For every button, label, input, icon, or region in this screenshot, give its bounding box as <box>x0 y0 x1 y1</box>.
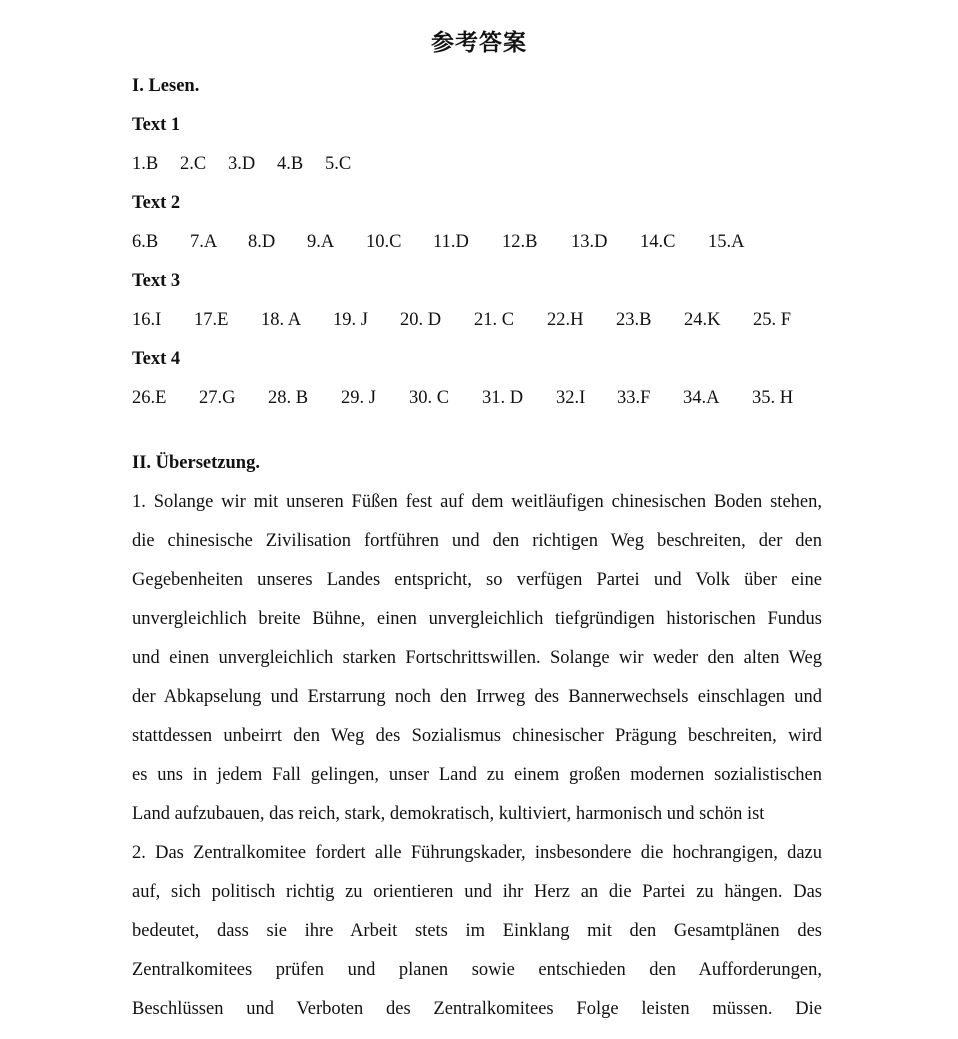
answer-item: 8.D <box>248 232 276 252</box>
answer-item: 22.H <box>547 310 584 330</box>
section-heading-lesen: I. Lesen. <box>132 76 200 96</box>
answer-item: 26.E <box>132 388 167 408</box>
paragraph-line: Beschlüssen und Verboten des Zentralkomitees Folge leisten müssen. Die <box>132 999 822 1019</box>
text-label: Text 1 <box>132 115 181 135</box>
paragraph-line: der Abkapselung und Erstarrung noch den Irrweg des Bannerwechsels einschlagen und <box>132 687 822 707</box>
answer-item: 30. C <box>409 388 450 408</box>
answer-item: 16.I <box>132 310 162 330</box>
paragraph-line: Zentralkomitees prüfen und planen sowie entschieden den Aufforderungen, <box>132 960 822 980</box>
answer-item: 21. C <box>474 310 515 330</box>
paragraph-line: Land aufzubauen, das reich, stark, demokratisch, kultiviert, harmonisch und schön ist <box>132 804 765 824</box>
paragraph-line: 1. Solange wir mit unseren Füßen fest auf dem weitläufigen chinesischen Boden stehen, <box>132 492 822 512</box>
translation-paragraph-2 <box>132 841 822 1036</box>
answer-item: 23.B <box>616 310 652 330</box>
paragraph-line: und einen unvergleichlich starken Fortschrittswillen. Solange wir weder den alten Weg <box>132 648 822 668</box>
paragraph-line: es uns in jedem Fall gelingen, unser Land zu einem großen modernen sozialistischen <box>132 765 822 785</box>
answer-item: 7.A <box>190 232 218 252</box>
answer-item: 2.C <box>180 154 207 174</box>
paragraph-line: 2. Das Zentralkomitee fordert alle Führungskader, insbesondere die hochrangigen, dazu <box>132 843 822 863</box>
answer-item: 20. D <box>400 310 442 330</box>
answer-item: 14.C <box>640 232 676 252</box>
answer-item: 34.A <box>683 388 720 408</box>
answer-item: 1.B <box>132 154 159 174</box>
answer-item: 9.A <box>307 232 335 252</box>
answer-item: 3.D <box>228 154 256 174</box>
text-label: Text 3 <box>132 271 181 291</box>
answer-item: 33.F <box>617 388 651 408</box>
answer-item: 4.B <box>277 154 304 174</box>
answer-item: 17.E <box>194 310 229 330</box>
answer-item: 28. B <box>268 388 309 408</box>
answer-item: 18. A <box>261 310 302 330</box>
answer-item: 5.C <box>325 154 352 174</box>
text-label: Text 2 <box>132 193 181 213</box>
answer-item: 19. J <box>333 310 368 330</box>
answer-item: 24.K <box>684 310 721 330</box>
paragraph-line: die chinesische Zivilisation fortführen und den richtigen Weg beschreiten, der den <box>132 531 822 551</box>
answer-item: 12.B <box>502 232 538 252</box>
answer-item: 11.D <box>433 232 469 252</box>
answer-item: 31. D <box>482 388 524 408</box>
answer-item: 25. F <box>753 310 792 330</box>
paragraph-line: bedeutet, dass sie ihre Arbeit stets im Einklang mit den Gesamtplänen des <box>132 921 822 941</box>
paragraph-line: unvergleichlich breite Bühne, einen unvergleichlich tiefgründigen historischen Fundus <box>132 609 822 629</box>
paragraph-line: stattdessen unbeirrt den Weg des Sozialismus chinesischer Prägung beschreiten, wird <box>132 726 822 746</box>
answer-item: 35. H <box>752 388 794 408</box>
answer-item: 13.D <box>571 232 608 252</box>
answer-item: 10.C <box>366 232 402 252</box>
paragraph-line: auf, sich politisch richtig zu orientieren und ihr Herz an die Partei zu hängen. Das <box>132 882 822 902</box>
page-title: 参考答案 <box>431 30 527 56</box>
text-label: Text 4 <box>132 349 181 369</box>
translation-paragraph-1 <box>132 490 822 841</box>
answer-item: 32.I <box>556 388 586 408</box>
answer-item: 29. J <box>341 388 376 408</box>
answer-item: 27.G <box>199 388 236 408</box>
answer-item: 6.B <box>132 232 159 252</box>
paragraph-line: Gegebenheiten unseres Landes entspricht, so verfügen Partei und Volk über eine <box>132 570 822 590</box>
section-heading-uebersetzung: II. Übersetzung. <box>132 453 260 473</box>
answer-item: 15.A <box>708 232 745 252</box>
